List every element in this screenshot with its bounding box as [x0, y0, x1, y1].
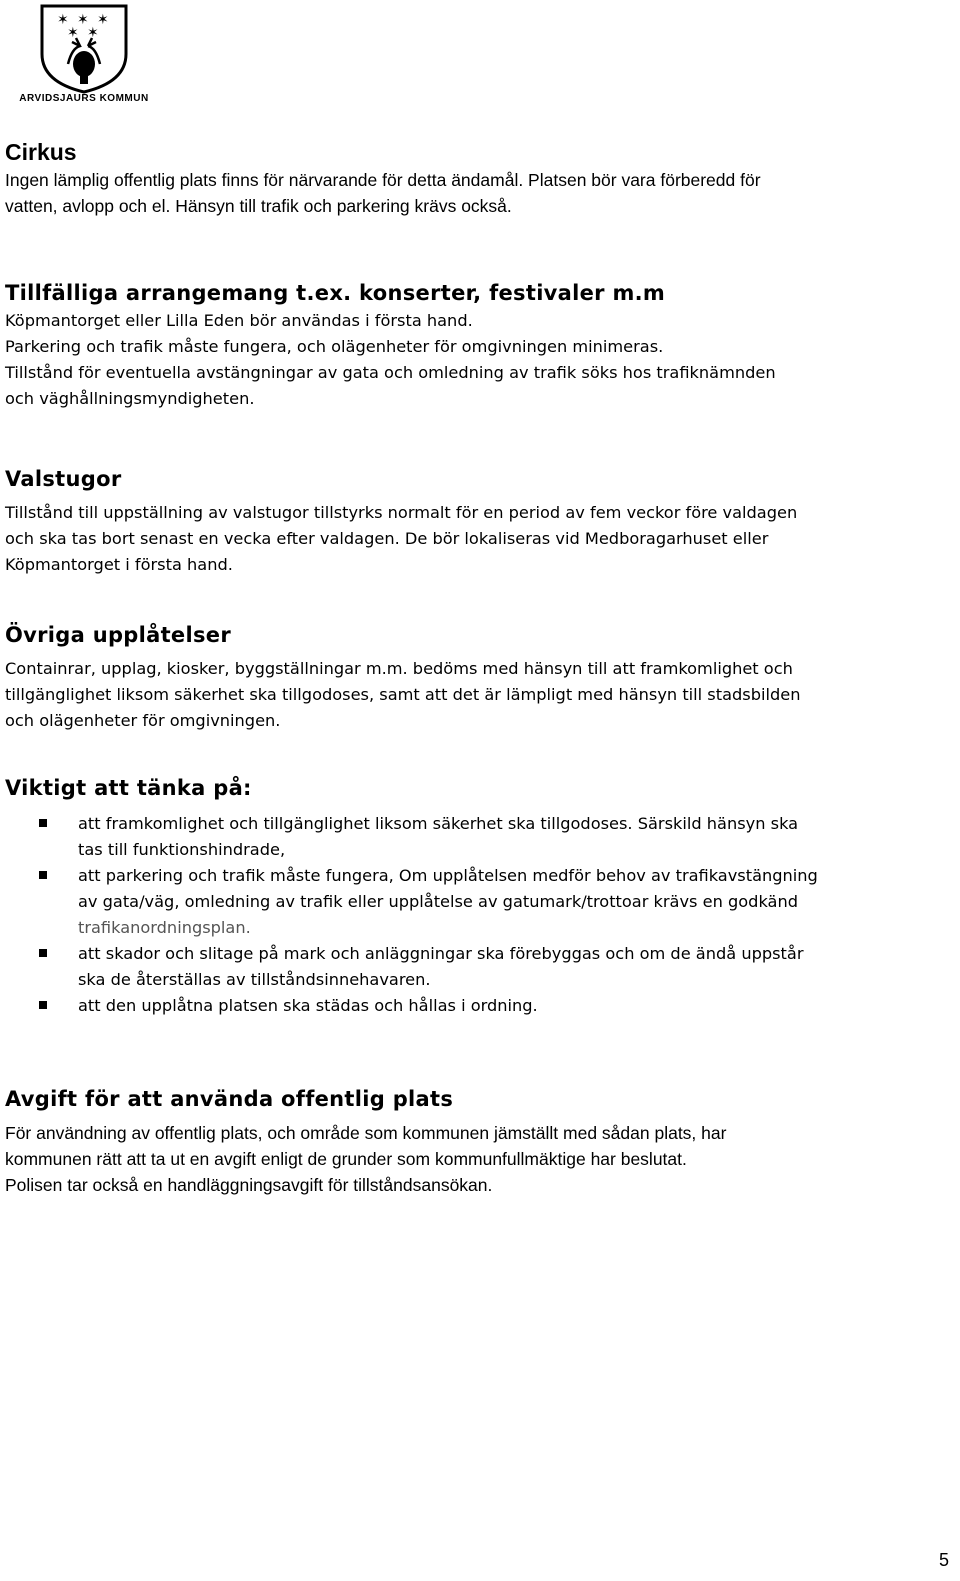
- svg-text:✶: ✶: [97, 12, 109, 28]
- heading-valstugor: Valstugor: [5, 467, 122, 491]
- paragraph-line: Containrar, upplag, kiosker, byggställningar m.m. bedöms med hänsyn till att framkomlighet och: [5, 659, 793, 678]
- bullet-item: [5, 863, 955, 941]
- bullet-item: [5, 993, 955, 1019]
- heading-cirkus: Cirkus: [5, 139, 77, 165]
- bullet-square-icon: [39, 819, 47, 827]
- bullet-square-icon: [39, 1001, 47, 1009]
- paragraph-line: Ingen lämplig offentlig plats finns för närvarande för detta ändamål. Platsen bör vara förberedd för: [5, 170, 761, 190]
- paragraph-line: tillgänglighet liksom säkerhet ska tillgodoses, samt att det är lämpligt med hänsyn till stadsbilden: [5, 685, 801, 704]
- paragraph-line: och ska tas bort senast en vecka efter valdagen. De bör lokaliseras vid Medboragarhuset eller: [5, 529, 769, 548]
- section-cirkus: [5, 137, 955, 219]
- paragraph-line: Tillstånd för eventuella avstängningar av gata och omledning av trafik söks hos trafiknämnden: [5, 363, 776, 382]
- paragraph-line: kommunen rätt att ta ut en avgift enligt de grunder som kommunfullmäktige har beslutat.: [5, 1149, 687, 1169]
- section-valstugor: [5, 464, 955, 578]
- logo-text: ARVIDSJAURS KOMMUN: [19, 93, 149, 104]
- section-avgift: [5, 1084, 955, 1198]
- heading-viktigt: Viktigt att tänka på:: [5, 776, 252, 800]
- municipality-logo: [10, 2, 158, 106]
- bullet-item: [5, 941, 955, 993]
- bullet-line: tas till funktionshindrade,: [78, 840, 286, 859]
- section-tillfalliga-arrangemang: [5, 278, 955, 412]
- bullet-square-icon: [39, 871, 47, 879]
- section-ovriga-upplatelser: [5, 620, 955, 734]
- bullet-line: att parkering och trafik måste fungera, Om upplåtelsen medför behov av trafikavstängning: [78, 866, 818, 885]
- paragraph-line: Parkering och trafik måste fungera, och olägenheter för omgivningen minimeras.: [5, 337, 664, 356]
- page-number: 5: [938, 1550, 949, 1570]
- paragraph-line: och olägenheter för omgivningen.: [5, 711, 281, 730]
- svg-text:✶: ✶: [67, 25, 79, 41]
- section-viktigt: [5, 773, 955, 1019]
- svg-text:✶: ✶: [77, 12, 89, 28]
- svg-text:✶: ✶: [87, 25, 99, 41]
- bullet-line: av gata/väg, omledning av trafik eller upplåtelse av gatumark/trottoar krävs en godkänd: [78, 892, 798, 911]
- bullet-line: ska de återställas av tillståndsinnehavaren.: [78, 970, 431, 989]
- paragraph-line: Köpmantorget i första hand.: [5, 555, 233, 574]
- paragraph-line: För användning av offentlig plats, och område som kommunen jämställt med sådan plats, har: [5, 1123, 727, 1143]
- bullet-line: att skador och slitage på mark och anläggningar ska förebyggas och om de ändå uppstår: [78, 944, 804, 963]
- paragraph-line: Polisen tar också en handläggningsavgift för tillståndsansökan.: [5, 1175, 493, 1195]
- coat-of-arms-icon: [10, 2, 158, 94]
- bullet-line: trafikanordningsplan.: [78, 918, 251, 937]
- heading-tillfalliga-arrangemang: Tillfälliga arrangemang t.ex. konserter, festivaler m.m: [5, 281, 666, 305]
- bullet-list: [5, 811, 955, 1019]
- bullet-item: [5, 811, 955, 863]
- bullet-line: att framkomlighet och tillgänglighet liksom säkerhet ska tillgodoses. Särskild hänsyn ska: [78, 814, 799, 833]
- heading-avgift: Avgift för att använda offentlig plats: [5, 1087, 454, 1111]
- paragraph-line: Tillstånd till uppställning av valstugor tillstyrks normalt för en period av fem veckor före valdagen: [5, 503, 798, 522]
- paragraph-line: och väghållningsmyndigheten.: [5, 389, 255, 408]
- paragraph-line: Köpmantorget eller Lilla Eden bör användas i första hand.: [5, 311, 473, 330]
- bullet-line: att den upplåtna platsen ska städas och hållas i ordning.: [78, 996, 538, 1015]
- heading-ovriga-upplatelser: Övriga upplåtelser: [5, 623, 231, 647]
- svg-text:✶: ✶: [57, 12, 69, 28]
- bullet-square-icon: [39, 949, 47, 957]
- paragraph-line: vatten, avlopp och el. Hänsyn till trafik och parkering krävs också.: [5, 196, 512, 216]
